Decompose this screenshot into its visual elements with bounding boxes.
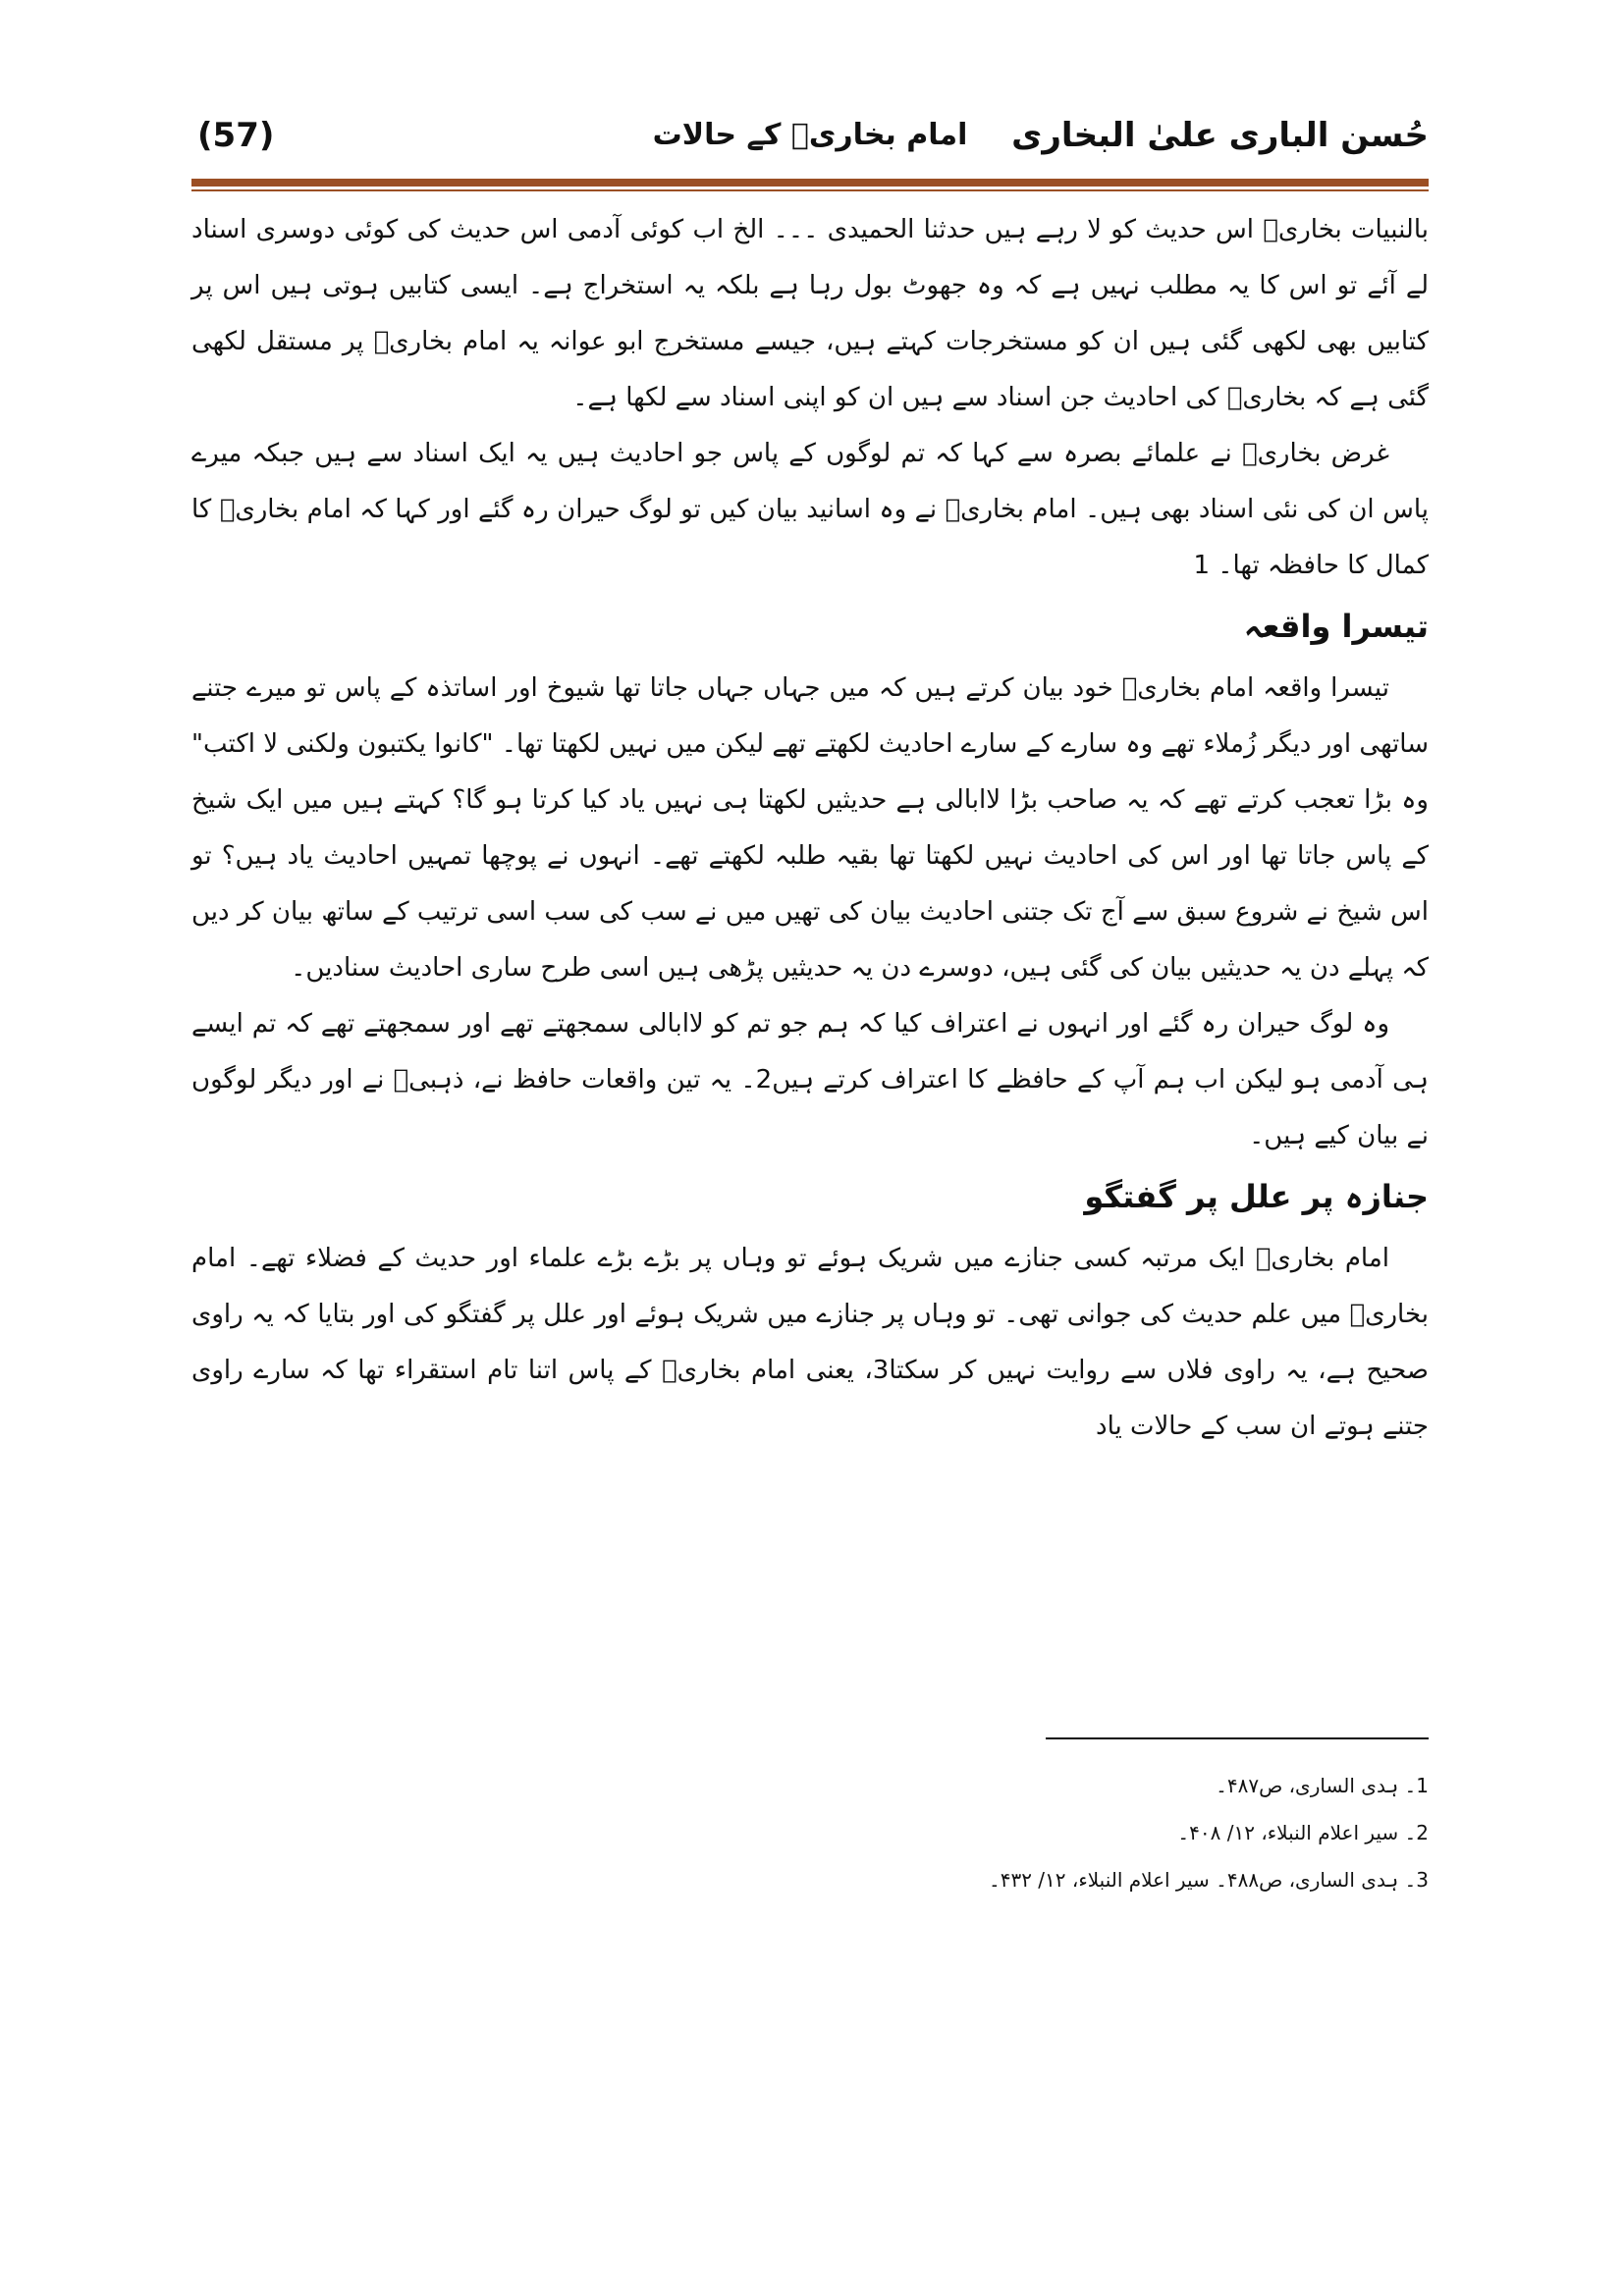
footnote-separator — [1046, 1737, 1429, 1739]
body-text — [191, 202, 1429, 1455]
paragraph: تیسرا واقعہ امام بخاریؒ خود بیان کرتے ہیں کہ میں جہاں جہاں جاتا تھا شیوخ اور اساتذہ کے پاس تو میرے جتنے ساتھی اور دیگر زُملاء تھے وہ سارے کے سارے احادیث لکھتے تھے لیکن میں نہیں لکھتا تھا۔ "کانوا یکتبون ولکنی لا اکتب" وہ بڑا تعجب کرتے تھے کہ یہ صاحب بڑا لاابالی ہے حدیثیں لکھتا ہی نہیں یاد کیا کرتا ہو گا؟ کہتے ہیں میں ایک شیخ کے پاس جاتا تھا اور اس کی احادیث نہیں لکھتا تھا بقیہ طلبہ لکھتے تھے۔ انہوں نے پوچھا تمہیں احادیث یاد ہیں؟ تو اس شیخ نے شروع سبق سے آج تک جتنی احادیث بیان کی تھیں میں نے سب کی سب اسی ترتیب کے ساتھ بیان کر دیں کہ پہلے دن یہ حدیثیں بیان کی گئی ہیں، دوسرے دن یہ حدیثیں پڑھی ہیں اسی طرح ساری احادیث سنادیں۔ — [191, 673, 1429, 983]
paragraph: بالنبیات بخاریؒ اس حدیث کو لا رہے ہیں حدثنا الحمیدی ۔۔۔ الخ اب کوئی آدمی اس حدیث کی کوئی دوسری اسناد لے آئے تو اس کا یہ مطلب نہیں ہے کہ وہ جھوٹ بول رہا ہے بلکہ یہ استخراج ہے۔ ایسی کتابیں ہوتی ہیں اس پر کتابیں بھی لکھی گئی ہیں ان کو مستخرجات کہتے ہیں، جیسے مستخرج ابو عوانہ یہ امام بخاریؒ پر مستقل لکھی گئی ہے کہ بخاریؒ کی احادیث جن اسناد سے ہیں ان کو اپنی اسناد سے لکھا ہے۔ — [191, 215, 1429, 412]
paragraph: غرض بخاریؒ نے علمائے بصرہ سے کہا کہ تم لوگوں کے پاس جو احادیث ہیں یہ ایک اسناد سے ہیں جبکہ میرے پاس ان کی نئی اسناد بھی ہیں۔ امام بخاریؒ نے وہ اسانید بیان کیں تو لوگ حیران رہ گئے اور کہا کہ امام بخاریؒ کا کمال کا حافظہ تھا۔ 1 — [191, 439, 1429, 580]
running-header — [191, 116, 1429, 175]
header-rule-thick — [191, 179, 1429, 187]
paragraph: وہ لوگ حیران رہ گئے اور انہوں نے اعتراف کیا کہ ہم جو تم کو لاابالی سمجھتے تھے اور سمجھتے تھے کہ تم ایسے ہی آدمی ہو لیکن اب ہم آپ کے حافظے کا اعتراف کرتے ہیں2۔ یہ تین واقعات حافظ نے، ذہبیؒ نے اور دیگر لوگوں نے بیان کیے ہیں۔ — [191, 1009, 1429, 1150]
header-rule-thin — [191, 189, 1429, 191]
page-number: (57) — [197, 116, 275, 155]
section-heading: تیسرا واقعہ — [1243, 608, 1429, 645]
section-heading: جنازہ پر علل پر گفتگو — [1084, 1178, 1429, 1215]
footnote: 2۔ سیر اعلام النبلاء، ۱۲/ ۴۰۸۔ — [1177, 1821, 1429, 1844]
footnote: 3۔ ہدی الساری، ص۴۸۸۔ سیر اعلام النبلاء، ۱۲/ ۴۳۲۔ — [988, 1868, 1429, 1892]
footnote: 1۔ ہدی الساری، ص۴۸۷۔ — [1216, 1774, 1429, 1797]
paragraph: امام بخاریؒ ایک مرتبہ کسی جنازے میں شریک ہوئے تو وہاں پر بڑے بڑے علماء اور حدیث کے فضلاء تھے۔ امام بخاریؒ میں علم حدیث کی جوانی تھی۔ تو وہاں پر جنازے میں شریک ہوئے اور علل پر گفتگو کی اور بتایا کہ یہ راوی صحیح ہے، یہ راوی فلاں سے روایت نہیں کر سکتا3، یعنی امام بخاریؒ کے پاس اتنا تام استقراء تھا کہ سارے راوی جتنے ہوتے ان سب کے حالات یاد — [191, 1244, 1430, 1441]
footnotes — [982, 1762, 1429, 1903]
chapter-title: امام بخاریؒ کے حالات — [652, 118, 968, 152]
book-title: حُسن البارى علىٰ البخارى — [1011, 116, 1429, 155]
